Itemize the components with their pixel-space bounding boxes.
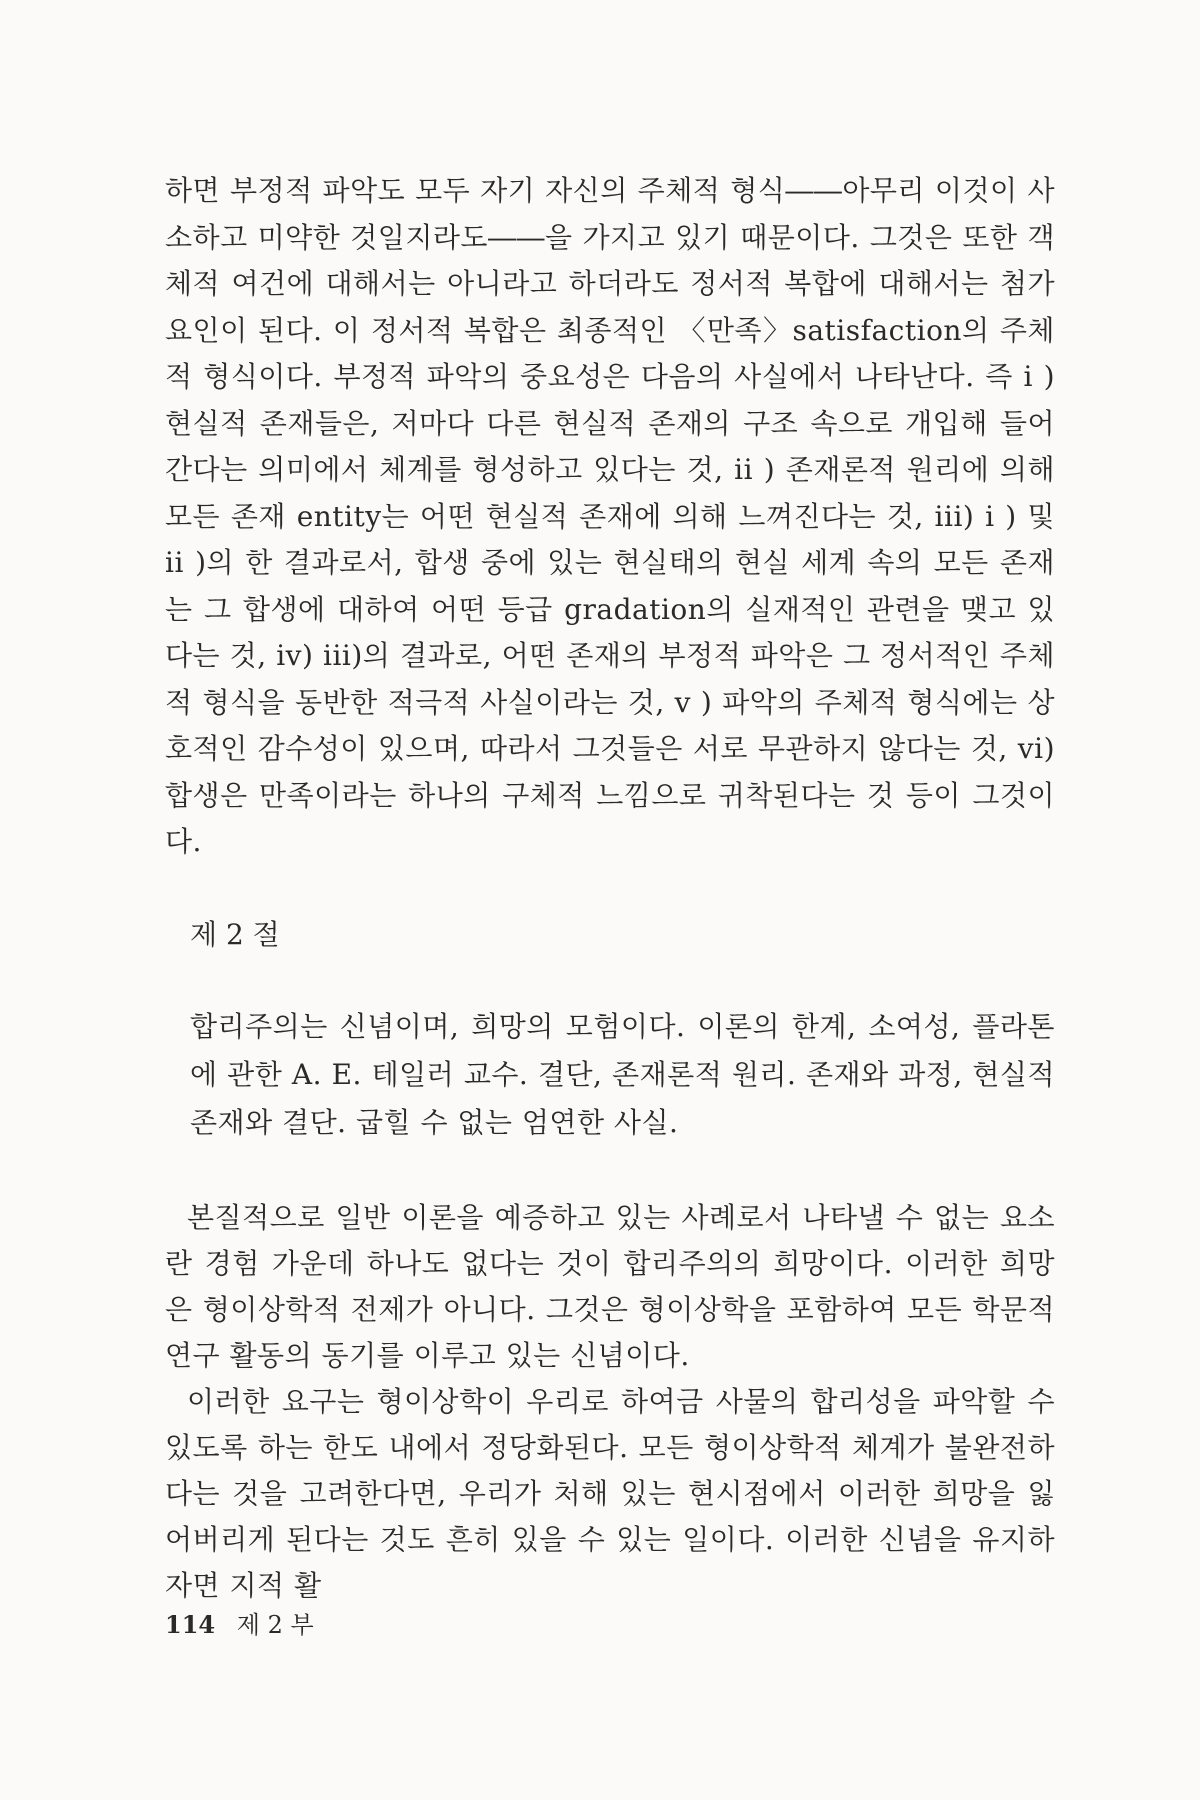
page-footer <box>165 1610 314 1640</box>
section-heading: 제 2 절 <box>190 918 280 951</box>
body-paragraph-1: 하면 부정적 파악도 모두 자기 자신의 주체적 형식――아무리 이것이 사소하고 미약한 것일지라도――을 가지고 있기 때문이다. 그것은 또한 객체적 여건에 대해서는 아니라고 하더라도 정서적 복합에 대해서는 첨가 요인이 된다. 이 정서적 복합은 최종적인 〈만족〉satisfaction의 주체적 형식이다. 부정적 파악의 중요성은 다음의 사실에서 나타난다. 즉 i ) 현실적 존재들은, 저마다 다른 현실적 존재의 구조 속으로 개입해 들어간다는 의미에서 체계를 형성하고 있다는 것, ii ) 존재론적 원리에 의해 모든 존재 entity는 어떤 현실적 존재에 의해 느껴진다는 것, iii) i ) 및 ii )의 한 결과로서, 합생 중에 있는 현실태의 현실 세계 속의 모든 존재는 그 합생에 대하여 어떤 등급 gradation의 실재적인 관련을 맺고 있다는 것, iv) iii)의 결과로, 어떤 존재의 부정적 파악은 그 정서적인 주체적 형식을 동반한 적극적 사실이라는 것, v ) 파악의 주체적 형식에는 상호적인 감수성이 있으며, 따라서 그것들은 서로 무관하지 않다는 것, vi) 합생은 만족이라는 하나의 구체적 느낌으로 귀착된다는 것 등이 그것이다. <box>165 174 1055 858</box>
section-summary: 합리주의는 신념이며, 희망의 모험이다. 이론의 한계, 소여성, 플라톤에 관한 A. E. 테일러 교수. 결단, 존재론적 원리. 존재와 과정, 현실적 존재와 결단. 굽힐 수 없는 엄연한 사실. <box>190 1010 1055 1139</box>
body-paragraph-2: 본질적으로 일반 이론을 예증하고 있는 사례로서 나타낼 수 없는 요소란 경험 가운데 하나도 없다는 것이 합리주의의 희망이다. 이러한 희망은 형이상학적 전제가 아니다. 그것은 형이상학을 포함하여 모든 학문적 연구 활동의 동기를 이루고 있는 신념이다. <box>165 1201 1055 1372</box>
part-label: 제 2 부 <box>236 1611 314 1639</box>
page-number: 114 <box>165 1610 216 1639</box>
body-paragraph-3: 이러한 요구는 형이상학이 우리로 하여금 사물의 합리성을 파악할 수 있도록 하는 한도 내에서 정당화된다. 모든 형이상학적 체계가 불완전하다는 것을 고려한다면, 우리가 처해 있는 현시점에서 이러한 희망을 잃어버리게 된다는 것도 흔히 있을 수 있는 일이다. 이러한 신념을 유지하자면 지적 활 <box>165 1385 1055 1602</box>
